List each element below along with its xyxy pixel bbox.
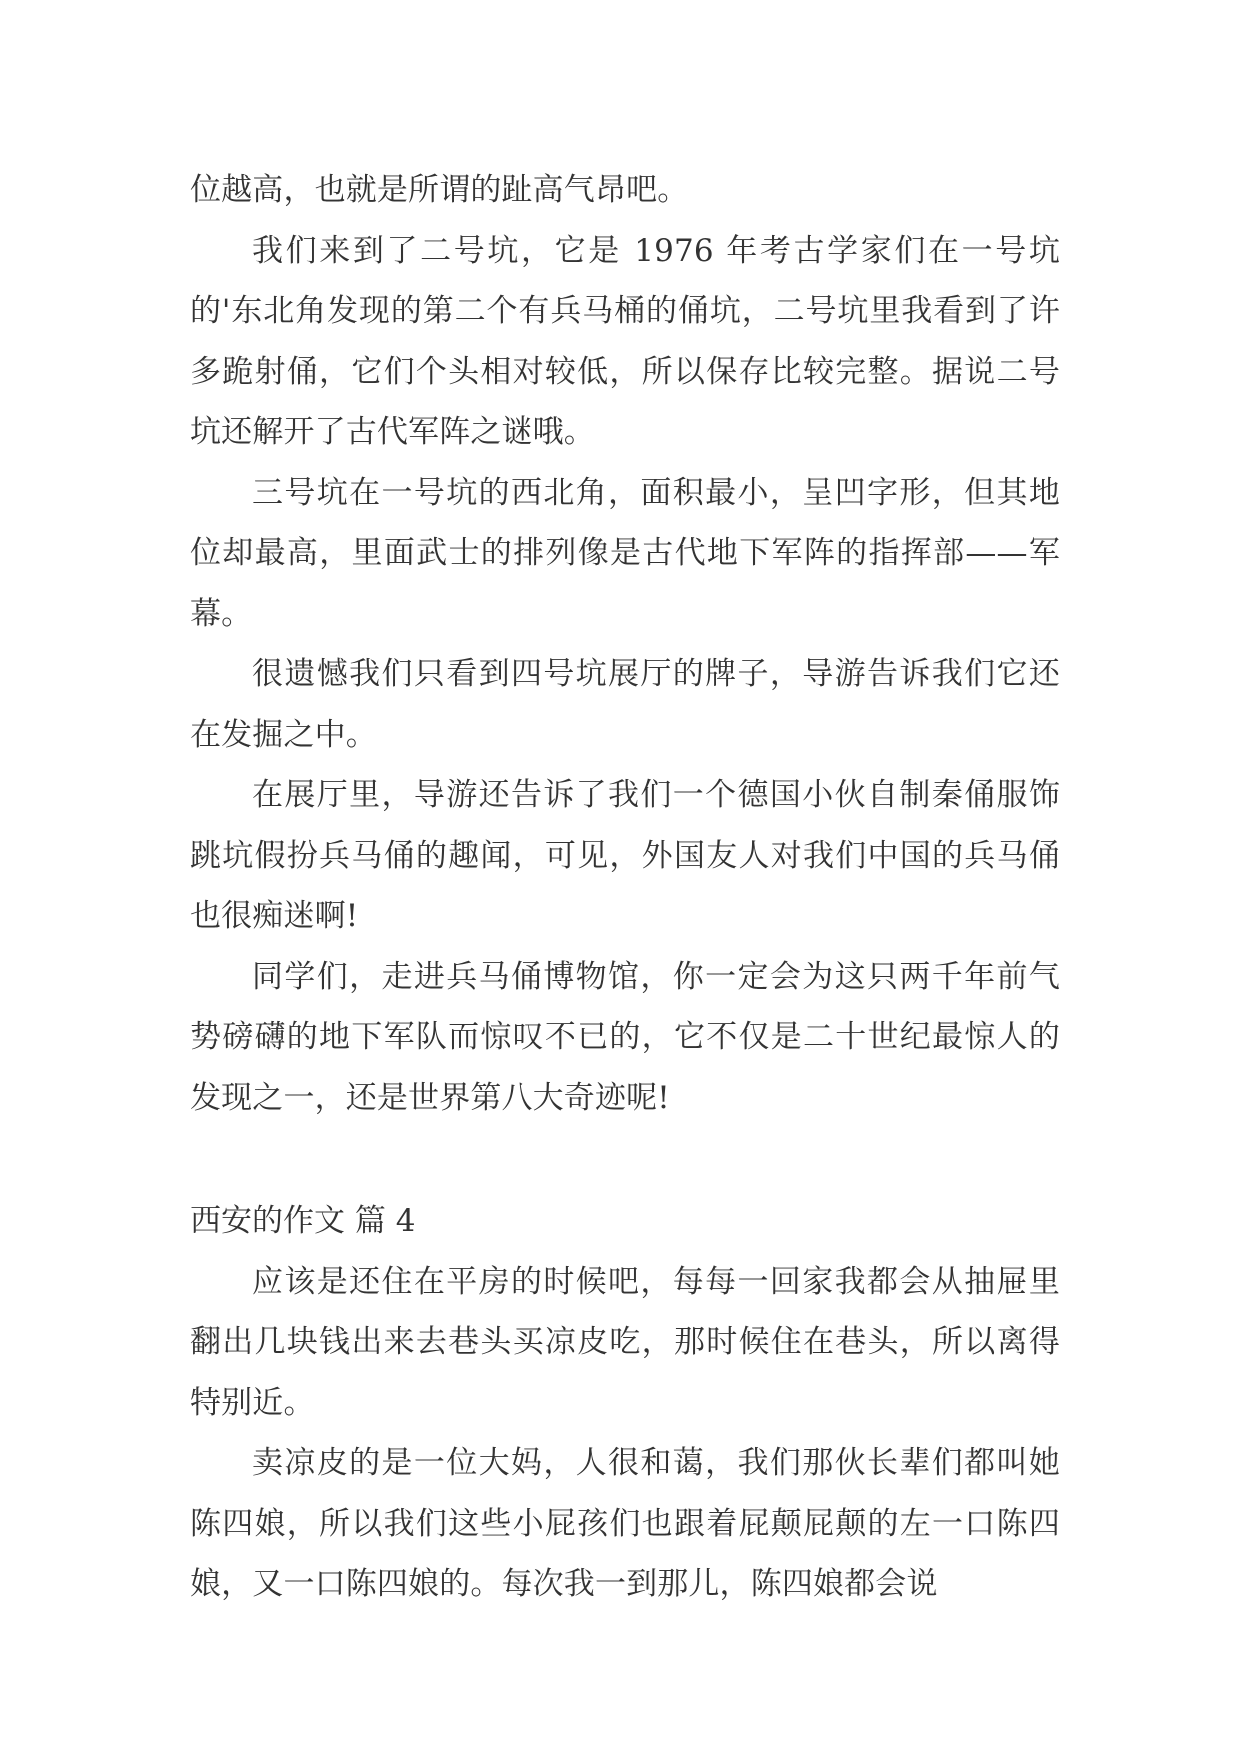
paragraph-pit-four: 很遗憾我们只看到四号坑展厅的牌子，导游告诉我们它还在发掘之中。 xyxy=(190,656,1060,753)
paragraph-conclusion: 同学们，走进兵马俑博物馆，你一定会为这只两千年前气势磅礴的地下军队而惊叹不已的，它不仅是二十世纪最惊人的发现之一，还是世界第八大奇迹呢! xyxy=(190,958,1060,1116)
essay-heading: 西安的作文 篇 4 xyxy=(190,1203,416,1239)
paragraph-exhibition-hall: 在展厅里，导游还告诉了我们一个德国小伙自制秦俑服饰跳坑假扮兵马俑的趣闻，可见，外国友人对我们中国的兵马俑也很痴迷啊! xyxy=(190,777,1060,934)
paragraph-liangpi-vendor: 卖凉皮的是一位大妈，人很和蔼，我们那伙长辈们都叫她陈四娘，所以我们这些小屁孩们也跟着屁颠屁颠的左一口陈四娘，又一口陈四娘的。每次我一到那儿，陈四娘都会说 xyxy=(190,1445,1060,1602)
document-page xyxy=(190,160,1060,1615)
paragraph-continuation: 位越高，也就是所谓的趾高气昂吧。 xyxy=(190,172,689,208)
paragraph-pit-three: 三号坑在一号坑的西北角，面积最小，呈凹字形，但其地位却最高，里面武士的排列像是古代地下军阵的指挥部——军幕。 xyxy=(190,474,1060,632)
paragraph-bungalow: 应该是还住在平房的时候吧，每每一回家我都会从抽屉里翻出几块钱出来去巷头买凉皮吃，那时候住在巷头，所以离得特别近。 xyxy=(190,1263,1060,1421)
paragraph-pit-two: 我们来到了二号坑，它是 1976 年考古学家们在一号坑的'东北角发现的第二个有兵马桶的俑坑，二号坑里我看到了许多跪射俑，它们个头相对较低，所以保存比较完整。据说二号坑还解开了古代军阵之谜哦。 xyxy=(190,232,1060,450)
